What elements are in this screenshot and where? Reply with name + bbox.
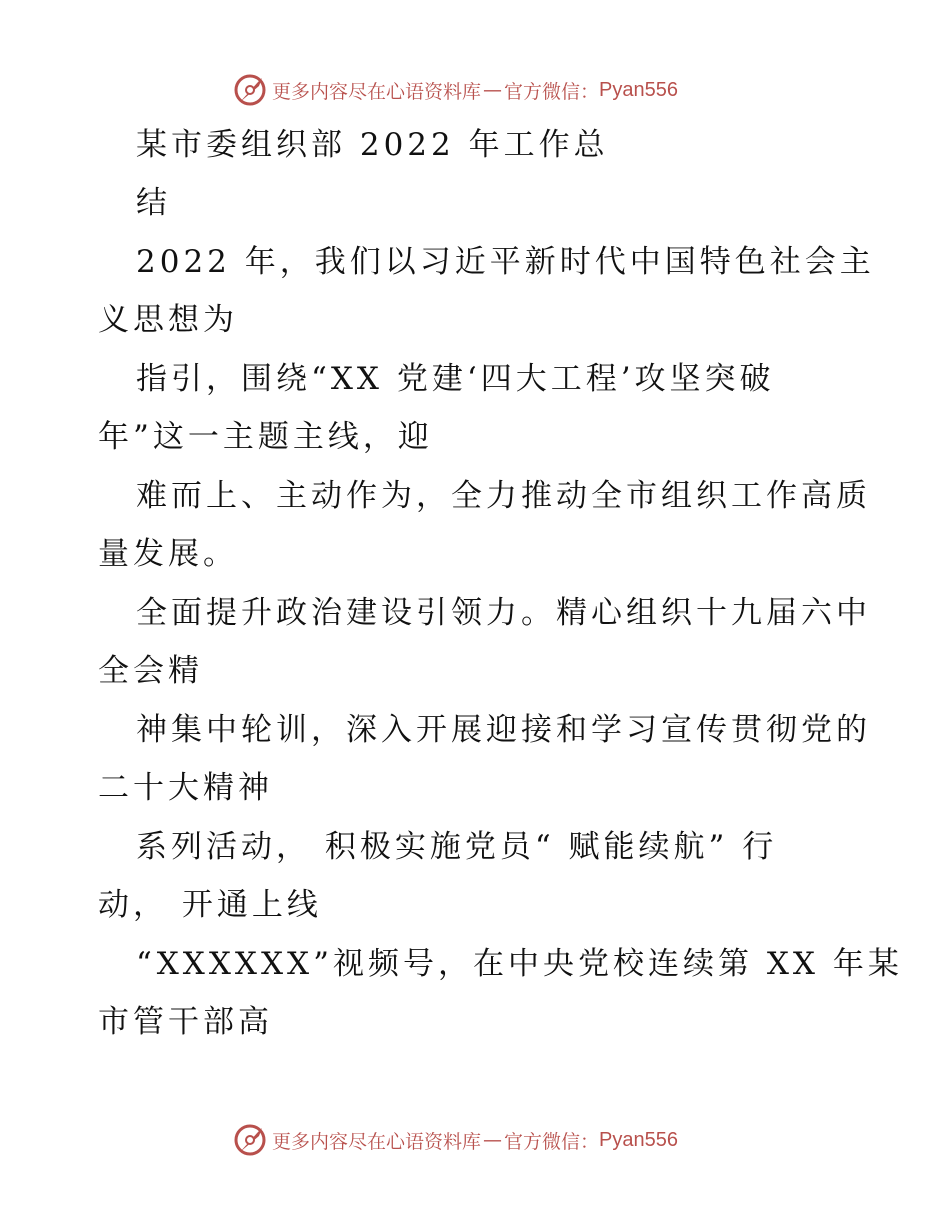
watermark-wechat-label: 官方微信： [504,80,600,103]
paragraph-line: 指引，围绕“XX 党建‘四大工程’攻坚突破 [136,361,775,397]
document-title-line-1: 某市委组织部 2022 年工作总 [136,127,609,163]
quill-logo-icon [232,1122,268,1158]
document-title-line-2: 结 [136,185,171,221]
watermark-text: 更多内容尽在心语资料库 [272,80,482,103]
paragraph-line: 量发展。 [98,536,238,572]
paragraph-line: 年”这一主题主线，迎 [98,419,433,455]
watermark-separator: — [483,1129,503,1151]
watermark-separator: — [483,79,503,101]
paragraph-line: 2022 年，我们以习近平新时代中国特色社会主 [136,244,875,280]
paragraph-line: 系列活动， 积极实施党员“ 赋能续航” 行 [136,829,778,865]
watermark-header [232,70,752,110]
paragraph-line: 二十大精神 [98,770,273,806]
paragraph-line: 难而上、主动作为，全力推动全市组织工作高质 [136,478,871,514]
paragraph-line: 全面提升政治建设引领力。精心组织十九届六中 [136,595,871,631]
paragraph-line: 市管干部高 [98,1004,273,1040]
paragraph-line: “XXXXXX”视频号，在中央党校连续第 XX 年某 [136,946,903,982]
paragraph-line: 义思想为 [98,302,238,338]
watermark-wechat-label: 官方微信： [504,1130,600,1153]
quill-logo-icon [232,72,268,108]
watermark-wechat-id: Pyan556 [599,1128,678,1151]
paragraph-line: 全会精 [98,653,203,689]
watermark-wechat-id: Pyan556 [599,78,678,101]
watermark-footer [232,1120,752,1160]
watermark-text: 更多内容尽在心语资料库 [272,1130,482,1153]
paragraph-line: 动， 开通上线 [98,887,322,923]
paragraph-line: 神集中轮训，深入开展迎接和学习宣传贯彻党的 [136,712,871,748]
